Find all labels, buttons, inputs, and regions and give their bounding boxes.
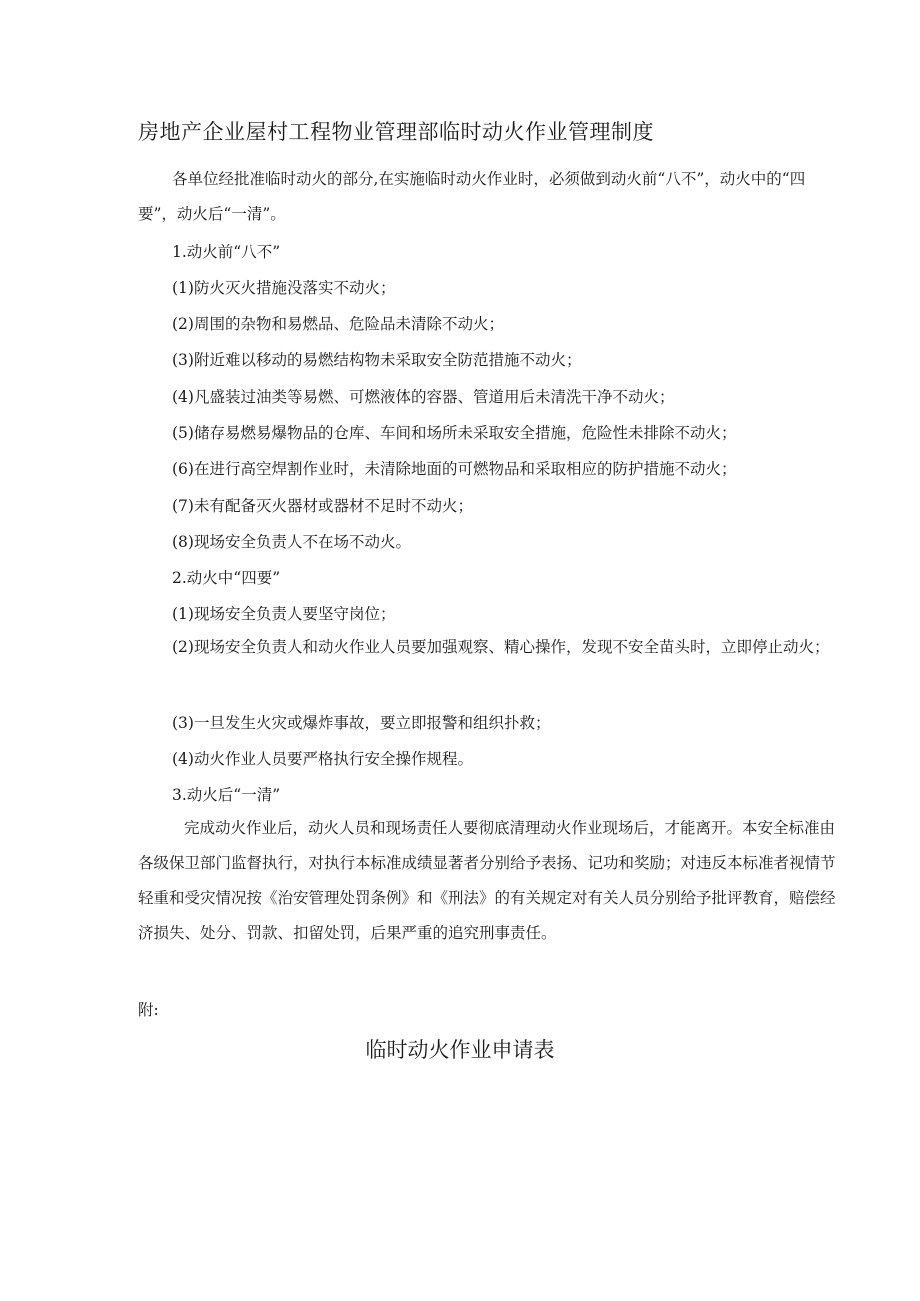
list-item: (2)周围的杂物和易燃品、危险品未清除不动火； <box>172 315 504 333</box>
list-item: (4)凡盛装过油类等易燃、可燃液体的容器、管道用后未清洗干净不动火； <box>172 388 675 406</box>
section-heading-3: 3.动火后“一清” <box>172 786 281 804</box>
intro-paragraph: 各单位经批准临时动火的部分,在实施临时动火作业时，必须做到动火前“八不”，动火中的“四要”，动火后“一清”。 <box>138 170 806 223</box>
section-heading-1: 1.动火前“八不” <box>172 243 281 261</box>
list-item: (8)现场安全负责人不在场不动火。 <box>172 533 411 551</box>
section-heading-2: 2.动火中“四要” <box>172 569 281 587</box>
list-item: (5)储存易燃易爆物品的仓库、车间和场所未采取安全措施，危险性未排除不动火； <box>172 424 737 442</box>
list-item: (7)未有配备灭火器材或器材不足时不动火； <box>172 497 473 515</box>
list-item: (2)现场安全负责人和动火作业人员要加强观察、精心操作，发现不安全苗头时，立即停止动火； <box>172 638 830 656</box>
form-title: 临时动火作业申请表 <box>365 1038 555 1062</box>
closing-paragraph: 完成动火作业后，动火人员和现场责任人要彻底清理动火作业现场后，才能离开。本安全标准由各级保卫部门监督执行，对执行本标准成绩显著者分别给予表扬、记功和奖励；对违反本标准者视情节轻重和受灾情况按《治安管理处罚条例》和《刑法》的有关规定对有关人员分别给予批评教育，赔偿经济损失、处分、罚款、扣留处罚，后果严重的追究刑事责任。 <box>138 819 836 942</box>
list-item: (3)附近难以移动的易燃结构物未采取安全防范措施不动火； <box>172 351 582 369</box>
list-item: (4)动火作业人员要严格执行安全操作规程。 <box>172 750 473 768</box>
list-item: (1)现场安全负责人要坚守岗位； <box>172 605 396 623</box>
list-item: (3)一旦发生火灾或爆炸事故，要立即报警和组织扑救； <box>172 714 551 732</box>
list-item: (1)防火灭火措施没落实不动火； <box>172 279 396 297</box>
list-item: (6)在进行高空焊割作业时，未清除地面的可燃物品和采取相应的防护措施不动火； <box>172 460 737 478</box>
document-title: 房地产企业屋村工程物业管理部临时动火作业管理制度 <box>138 120 654 144</box>
annex-label: 附: <box>138 1001 159 1019</box>
